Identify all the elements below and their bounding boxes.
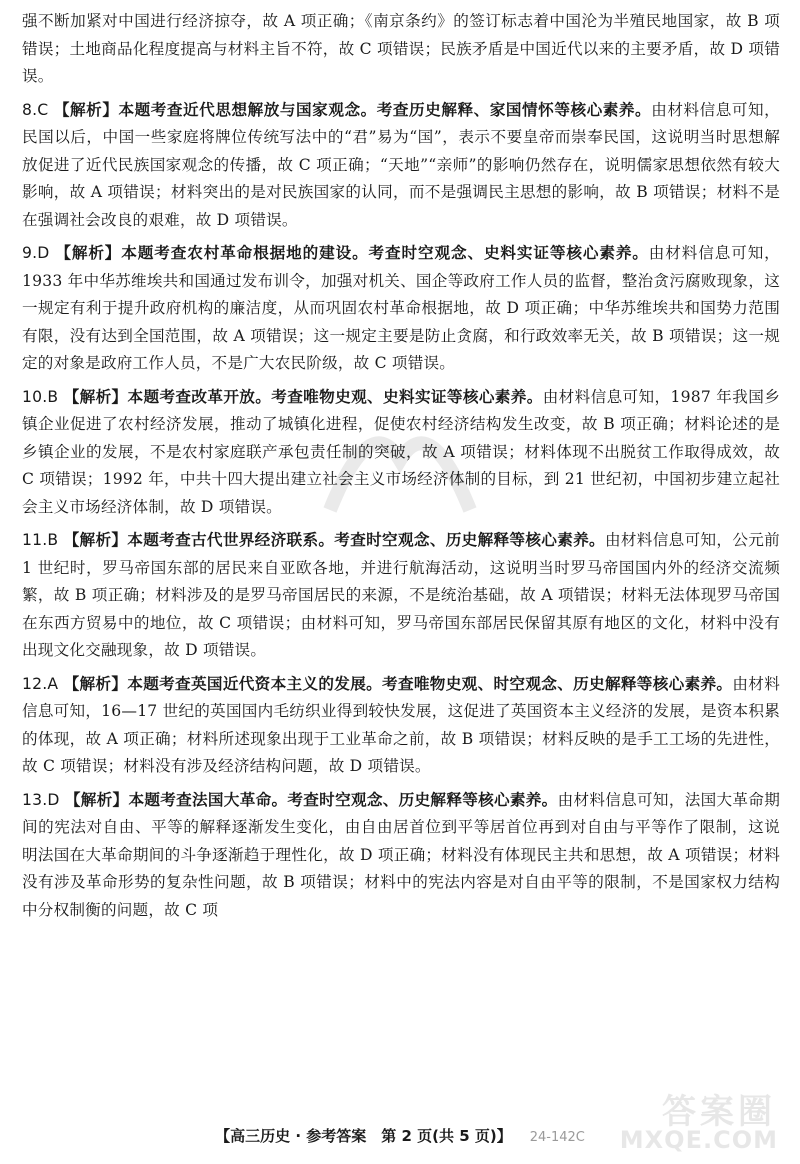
analysis-body: 由材料信息可知，公元前 1 世纪时，罗马帝国东部的居民来自亚欧各地，并进行航海活动，这说明当时罗马帝国国内外的经济交流频繁，故 B 项正确；材料涉及的是罗马帝国居民的来源，不是统治基础，故 A 项错误；材料无法体现罗马帝国在东西方贸易中的地位，故 C 项错误；由材料可知，罗马帝国东部居民保留其原有地区的文化，材料中没有出现文化交融现象，故 D 项错误。 (22, 531, 780, 659)
analysis-statement: 本题考查近代思想解放与国家观念。考查历史解释、家国情怀等核心素养。 (118, 100, 652, 119)
analysis-tag: 【解析】 (63, 674, 128, 693)
answer-item-8 (22, 97, 780, 235)
analysis-tag: 【解析】 (63, 531, 128, 549)
site-watermark (596, 1084, 786, 1154)
analysis-tag: 【解析】 (53, 100, 119, 119)
footer-code: 24-142C (529, 1130, 585, 1145)
answer-number: 13.D (22, 790, 60, 809)
analysis-body: 由材料信息可知，法国大革命期间的宪法对自由、平等的解释逐渐发生变化，由自由居首位到平等居首位再到对自由与平等作了限制，这说明法国在大革命期间的斗争逐渐趋于理性化，故 D 项正确；材料没有体现民主共和思想，故 A 项错误；材料没有涉及革命形势的复杂性问题，故 B 项错误；材料中的宪法内容是对自由平等的限制，不是国家权力结构中分权制衡的问题，故 C 项 (22, 790, 780, 919)
answer-number: 11.B (22, 531, 59, 549)
analysis-tag: 【解析】 (64, 790, 129, 809)
analysis-statement: 本题考查英国近代资本主义的发展。考查唯物史观、时空观念、历史解释等核心素养。 (127, 674, 733, 693)
analysis-body: 由材料信息可知，1987 年我国乡镇企业促进了农村经济发展，推动了城镇化进程，促使农村经济结构发生改变，故 B 项正确；材料论述的是乡镇企业的发展，不是农村家庭联产承包责任制的突破，故 A 项错误；材料体现不出脱贫工作取得成效，故 C 项错误；1992 年，中共十四大提出建立社会主义市场经济体制的目标，到 21 世纪初，中国初步建立起社会主义市场经济体制，故 D 项错误。 (22, 387, 780, 516)
answer-number: 12.A (22, 674, 59, 693)
watermark-bottom: MXQE.COM (619, 1126, 778, 1154)
answer-item-11 (22, 527, 780, 665)
analysis-body: 由材料信息可知，16—17 世纪的英国国内毛纺织业得到较快发展，这促进了英国资本主义经济的发展，是资本积累的体现，故 A 项正确；材料所述现象出现于工业革命之前，故 B 项错误；材料反映的是手工工场的先进性，故 C 项错误；材料没有涉及经济结构问题，故 D 项错误。 (22, 674, 780, 775)
analysis-statement: 本题考查改革开放。考查唯物史观、史料实证等核心素养。 (127, 387, 543, 406)
analysis-body: 由材料信息可知，1933 年中华苏维埃共和国通过发布训令，加强对机关、国企等政府工作人员的监督，整治贪污腐败现象，这一规定有利于提升政府机构的廉洁度，从而巩固农村革命根据地，故 D 项正确；中华苏维埃共和国势力范围有限，没有达到全国范围，故 A 项错误；这一规定主要是防止贪腐，和行政效率无关，故 B 项错误；这一规定的对象是政府工作人员，不是广大农民阶级，故 C 项错误。 (22, 244, 780, 372)
analysis-statement: 本题考查农村革命根据地的建设。考查时空观念、史料实证等核心素养。 (121, 244, 649, 262)
analysis-tag: 【解析】 (55, 244, 122, 262)
analysis-statement: 本题考查古代世界经济联系。考查时空观念、历史解释等核心素养。 (127, 531, 605, 549)
watermark-top: 答案圈 (662, 1092, 776, 1132)
answer-number: 10.B (22, 387, 59, 406)
analysis-tag: 【解析】 (63, 387, 128, 406)
answer-item-12 (22, 671, 780, 781)
intro-paragraph: 强不断加紧对中国进行经济掠夺，故 A 项正确；《南京条约》的签订标志着中国沦为半殖民地国家，故 B 项错误；土地商品化程度提高与材料主旨不符，故 C 项错误；民族矛盾是中国近代以来的主要矛盾，故 D 项错误。 (22, 12, 780, 85)
analysis-body: 由材料信息可知，民国以后，中国一些家庭将牌位传统写法中的“君”易为“国”，表示不要皇帝而崇奉民国，这说明当时思想解放促进了近代民族国家观念的传播，故 C 项正确；“天地”“亲师”的影响仍然存在，说明儒家思想依然有较大影响，故 A 项错误；材料突出的是对民族国家的认同，而不是强调民主思想的影响，故 B 项错误；材料不是在强调社会改良的艰难，故 D 项错误。 (22, 100, 780, 229)
answer-number: 9.D (22, 244, 50, 262)
answer-item-9 (22, 240, 780, 378)
answer-item-13 (22, 787, 780, 925)
analysis-statement: 本题考查法国大革命。考查时空观念、历史解释等核心素养。 (128, 790, 558, 809)
answer-number: 8.C (22, 100, 49, 119)
footer-text: 【高三历史 · 参考答案 第 2 页(共 5 页)】 (215, 1127, 512, 1145)
faint-logo-mark (310, 400, 490, 520)
